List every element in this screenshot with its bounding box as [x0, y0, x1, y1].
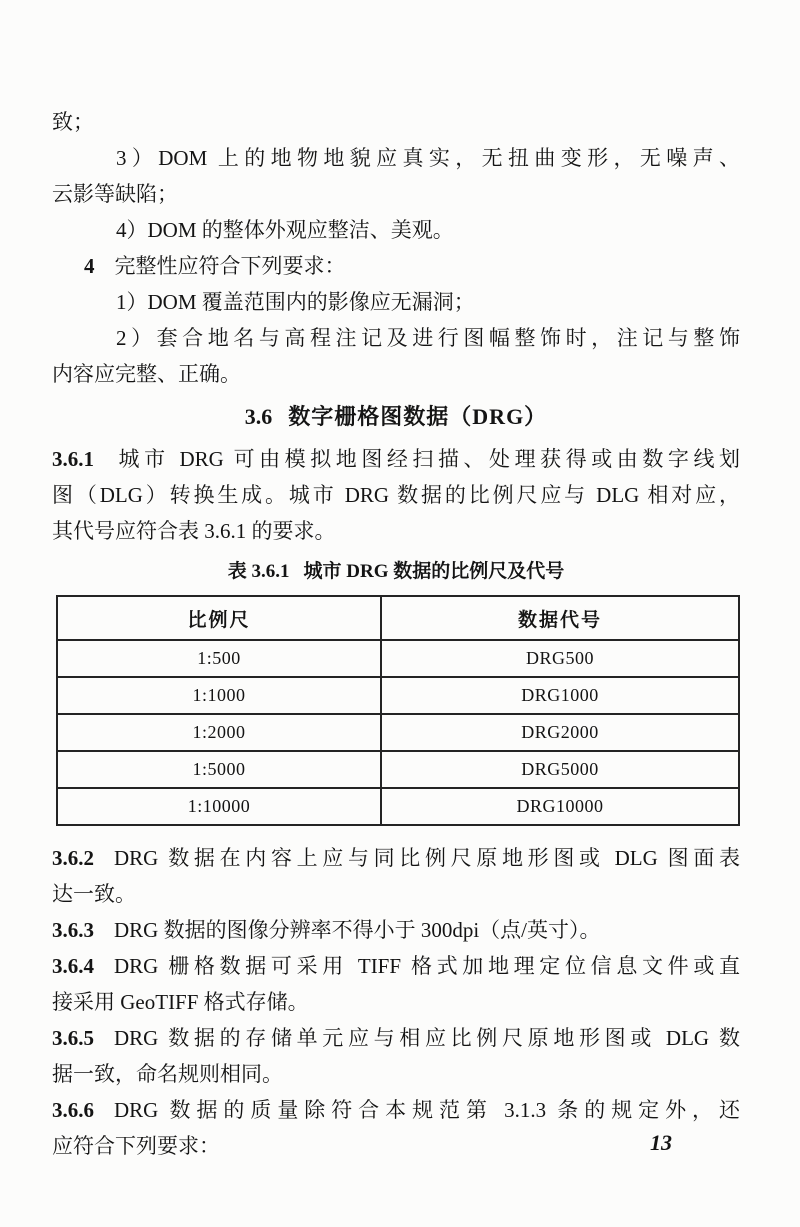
paragraph-line: [52, 1092, 740, 1128]
paragraph-line: [52, 248, 740, 284]
clause-number: 4: [84, 254, 95, 278]
clause-number: 3.6.5: [52, 1026, 94, 1050]
table-caption-text: 城市 DRG 数据的比例尺及代号: [303, 561, 565, 582]
paragraph-line: [52, 840, 740, 876]
scale-cell: 1:500: [57, 640, 381, 677]
scale-code-table: [56, 595, 740, 826]
line-text: 2）套合地名与高程注记及进行图幅整饰时，注记与整饰: [116, 326, 740, 350]
clause-number: 3.6.2: [52, 846, 94, 870]
table-row: [57, 714, 739, 751]
code-cell: DRG10000: [381, 788, 739, 825]
clause-number: 3.6.3: [52, 918, 94, 942]
paragraph-line: [52, 320, 740, 356]
line-text: DRG 栅格数据可采用 TIFF 格式加地理定位信息文件或直: [114, 954, 740, 978]
paragraph-line: [52, 513, 740, 549]
section-heading: [52, 398, 740, 435]
table-row: [57, 677, 739, 714]
scale-cell: 1:2000: [57, 714, 381, 751]
line-text: 城市 DRG 可由模拟地图经扫描、处理获得或由数字线划: [114, 447, 740, 471]
clause-361: [52, 441, 740, 549]
section-heading-title: 数字栅格图数据（DRG）: [288, 404, 548, 429]
scale-cell: 1:5000: [57, 751, 381, 788]
line-text: 其代号应符合表 3.6.1 的要求。: [52, 519, 336, 543]
paragraph-line: [52, 441, 740, 477]
table-caption: [52, 557, 740, 587]
line-text: 内容应完整、正确。: [52, 362, 241, 386]
paragraph-line: [52, 356, 740, 392]
line-text: DRG 数据的质量除符合本规范第 3.1.3 条的规定外，还: [114, 1098, 740, 1122]
code-cell: DRG5000: [381, 751, 739, 788]
paragraph-line: [52, 212, 740, 248]
scale-cell: 1:1000: [57, 677, 381, 714]
table-header-code: 数据代号: [381, 596, 739, 640]
line-text: 4）DOM 的整体外观应整洁、美观。: [116, 218, 454, 242]
page-number: 13: [650, 1130, 672, 1155]
paragraph-line: [52, 912, 740, 948]
line-text: 应符合下列要求：: [52, 1134, 220, 1158]
paragraph-line: [52, 948, 740, 984]
paragraph-line: [52, 984, 740, 1020]
line-text: 接采用 GeoTIFF 格式存储。: [52, 990, 309, 1014]
code-cell: DRG500: [381, 640, 739, 677]
line-text: 图（DLG）转换生成。城市 DRG 数据的比例尺应与 DLG 相对应，: [52, 483, 740, 507]
table-row: [57, 640, 739, 677]
paragraph-line: [52, 104, 740, 140]
code-cell: DRG1000: [381, 677, 739, 714]
line-text: DRG 数据在内容上应与同比例尺原地形图或 DLG 图面表: [114, 846, 740, 870]
code-cell: DRG2000: [381, 714, 739, 751]
line-text: 致；: [52, 110, 94, 134]
clause-number: 3.6.6: [52, 1098, 94, 1122]
line-text: 云影等缺陷；: [52, 182, 178, 206]
table-header-scale: 比例尺: [57, 596, 381, 640]
line-text: 据一致，命名规则相同。: [52, 1062, 283, 1086]
paragraph-line: [52, 140, 740, 176]
paragraph-line: [52, 176, 740, 212]
clauses-362-366: [52, 840, 740, 1164]
section-heading-number: 3.6: [244, 404, 273, 429]
table-header-row: [57, 596, 739, 640]
clause-number: 3.6.1: [52, 447, 94, 471]
line-text: DRG 数据的图像分辨率不得小于 300dpi（点/英寸）。: [114, 918, 601, 942]
paragraph-line: [52, 477, 740, 513]
scale-cell: 1:10000: [57, 788, 381, 825]
line-text: 完整性应符合下列要求：: [114, 254, 346, 278]
line-text: DRG 数据的存储单元应与相应比例尺原地形图或 DLG 数: [114, 1026, 740, 1050]
paragraph-line: [52, 876, 740, 912]
line-text: 1）DOM 覆盖范围内的影像应无漏洞；: [116, 290, 475, 314]
line-text: 达一致。: [52, 882, 136, 906]
paragraph-line: [52, 1020, 740, 1056]
line-text: 3）DOM 上的地物地貌应真实，无扭曲变形，无噪声、: [116, 146, 740, 170]
paragraph-line: [52, 1128, 740, 1164]
table-caption-label: 表 3.6.1: [227, 561, 290, 582]
table-row: [57, 751, 739, 788]
table-row: [57, 788, 739, 825]
paragraph-line: [52, 1056, 740, 1092]
clause-number: 3.6.4: [52, 954, 94, 978]
paragraph-line: [52, 284, 740, 320]
